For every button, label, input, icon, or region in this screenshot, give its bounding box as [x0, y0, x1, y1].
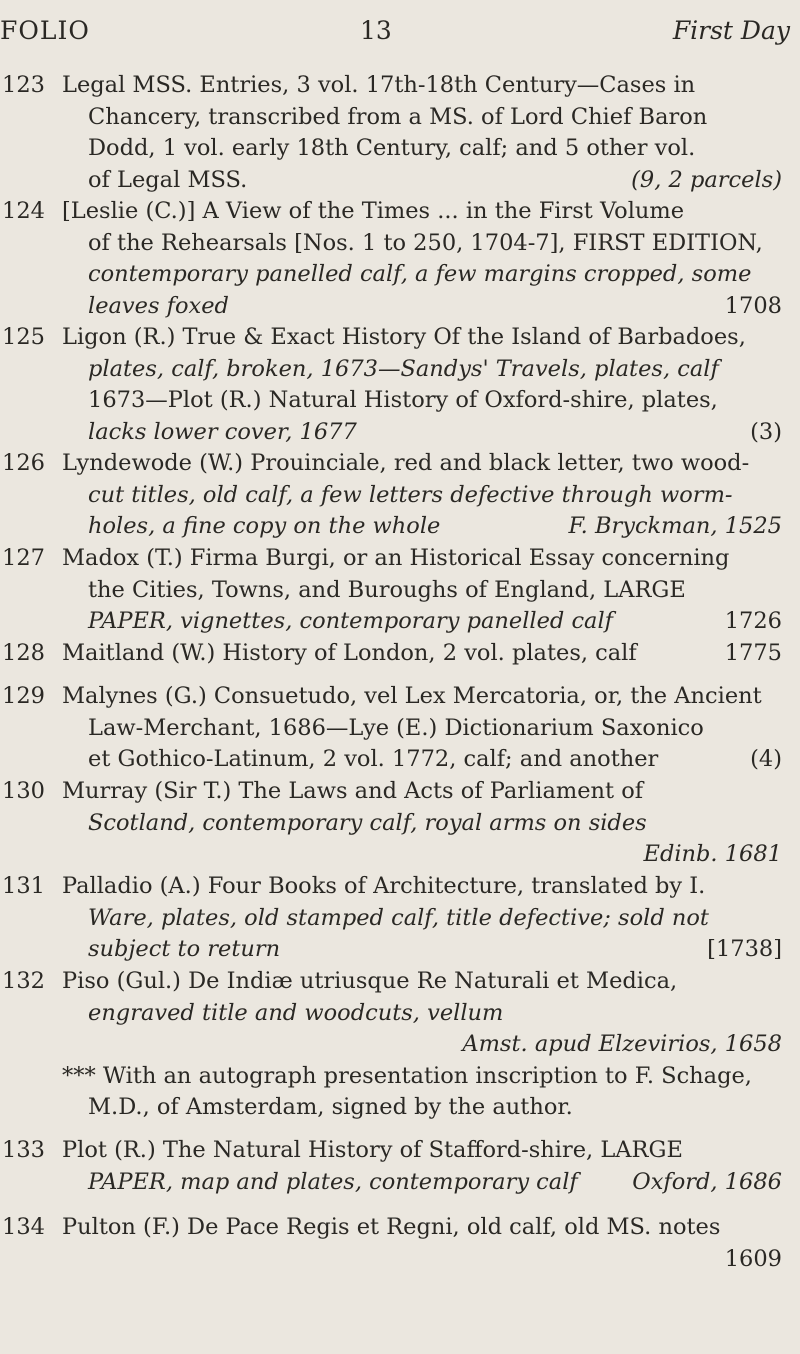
lot-imprint: Oxford, 1686 [632, 1168, 782, 1195]
lot-line-text: Maitland (W.) History of London, 2 vol. plates, calf [62, 640, 637, 666]
lot-line-text: PAPER, map and plates, contemporary calf [88, 1168, 578, 1195]
lot-description [62, 70, 788, 196]
lot-line: engraved title and woodcuts, vellum [88, 999, 504, 1026]
lot-note: *** With an autograph presentation inscription to F. Schage, [62, 1062, 752, 1089]
lot-line: Law-Merchant, 1686—Lye (E.) Dictionarium Saxonico [88, 714, 704, 741]
lot-line-text: of Legal MSS. [88, 166, 248, 193]
lot-line [62, 744, 788, 776]
lot-number: 125 [2, 324, 45, 350]
lot-line: of the Rehearsals [Nos. 1 to 250, 1704-7], FIRST EDITION, [88, 229, 763, 256]
lot-line: Pulton (F.) De Pace Regis et Regni, old calf, old MS. notes [62, 1214, 721, 1240]
lot-date: [1738] [707, 936, 782, 962]
lot-line: Lyndewode (W.) Prouinciale, red and black letter, two wood- [62, 450, 750, 476]
lot-line [62, 165, 788, 197]
lot-quantity: (9, 2 parcels) [631, 166, 782, 193]
lot-line [62, 934, 788, 966]
lot-line: Plot (R.) The Natural History of Stafford-shire, LARGE [62, 1137, 683, 1163]
lot-number: 127 [2, 545, 45, 571]
lot-line [62, 291, 788, 323]
lot-description [62, 448, 788, 543]
lot-line: Chancery, transcribed from a MS. of Lord Chief Baron [88, 103, 708, 130]
lot-line: Murray (Sir T.) The Laws and Acts of Parliament of [62, 778, 644, 804]
lot-line: Palladio (A.) Four Books of Architecture, translated by I. [62, 873, 706, 899]
lot-number: 131 [2, 873, 45, 899]
page-number: 13 [360, 16, 392, 45]
lot-line-text: leaves foxed [88, 292, 229, 319]
page-header [0, 16, 800, 48]
lot-imprint: F. Bryckman, 1525 [568, 513, 782, 539]
lot-line: 1673—Plot (R.) Natural History of Oxford-shire, plates, [88, 387, 718, 413]
lot-description [62, 196, 788, 322]
lot-number: 133 [2, 1137, 45, 1163]
lot-date: 1708 [724, 292, 782, 319]
lot-line [62, 1167, 788, 1199]
lot-line: contemporary panelled calf, a few margins cropped, some [88, 261, 752, 287]
lot-line [62, 638, 788, 670]
lot-date: 1609 [724, 1245, 782, 1272]
lot-line-text: PAPER, vignettes, contemporary panelled calf [88, 608, 613, 634]
running-title: First Day [672, 16, 790, 45]
lot-number: 126 [2, 450, 45, 476]
lot-number: 132 [2, 968, 45, 994]
lot-quantity: (4) [750, 746, 782, 772]
lot-note: M.D., of Amsterdam, signed by the author. [88, 1094, 573, 1120]
lot-line [62, 606, 788, 638]
lot-date: 1726 [724, 608, 782, 634]
lot-date: 1775 [724, 640, 782, 666]
lot-line-text: lacks lower cover, 1677 [88, 418, 357, 445]
lot-imprint: Amst. apud Elzevirios, 1658 [462, 1031, 782, 1057]
lot-line: Legal MSS. Entries, 3 vol. 17th-18th Century—Cases in [62, 72, 696, 98]
lot-line: cut titles, old calf, a few letters defective through worm- [88, 481, 733, 508]
lot-number: 130 [2, 778, 45, 804]
lot-number: 129 [2, 683, 45, 709]
lot-number: 128 [2, 640, 45, 666]
lot-line-text: et Gothico-Latinum, 2 vol. 1772, calf; and another [88, 746, 659, 772]
lot-description [62, 966, 788, 1124]
lot-line: Dodd, 1 vol. early 18th Century, calf; and 5 other vol. [88, 135, 696, 161]
folio-label: FOLIO [0, 16, 90, 45]
lot-line: Piso (Gul.) De Indiæ utriusque Re Naturali et Medica, [62, 968, 678, 994]
lot-number: 124 [2, 198, 45, 224]
lot-line: [Leslie (C.)] A View of the Times ... in the First Volume [62, 198, 685, 224]
lot-description [62, 1135, 788, 1198]
lot-line: Madox (T.) Firma Burgi, or an Historical Essay concerning [62, 545, 730, 571]
lot-number: 123 [2, 72, 45, 98]
lot-description [62, 681, 788, 776]
lot-line: plates, calf, broken, 1673—Sandys' Travels, plates, calf [88, 355, 719, 382]
lot-imprint: Edinb. 1681 [643, 841, 782, 867]
lot-line: Malynes (G.) Consuetudo, vel Lex Mercatoria, or, the Ancient [62, 683, 762, 709]
lot-line [62, 417, 788, 449]
lot-description [62, 871, 788, 966]
lot-description [62, 1212, 788, 1275]
lot-number: 134 [2, 1214, 45, 1240]
lot-description [62, 776, 788, 871]
lot-description [62, 543, 788, 638]
lot-line: the Cities, Towns, and Buroughs of England, LARGE [88, 576, 686, 603]
lot-line: Ware, plates, old stamped calf, title defective; sold not [88, 904, 709, 931]
lot-line: Ligon (R.) True & Exact History Of the Island of Barbadoes, [62, 324, 746, 350]
lot-line-text: holes, a fine copy on the whole [88, 513, 441, 539]
lot-description [62, 638, 788, 670]
lot-line-text: subject to return [88, 936, 281, 962]
lot-line [62, 511, 788, 543]
lot-line: Scotland, contemporary calf, royal arms on sides [88, 809, 647, 836]
lot-quantity: (3) [750, 418, 782, 445]
lot-description [62, 322, 788, 448]
